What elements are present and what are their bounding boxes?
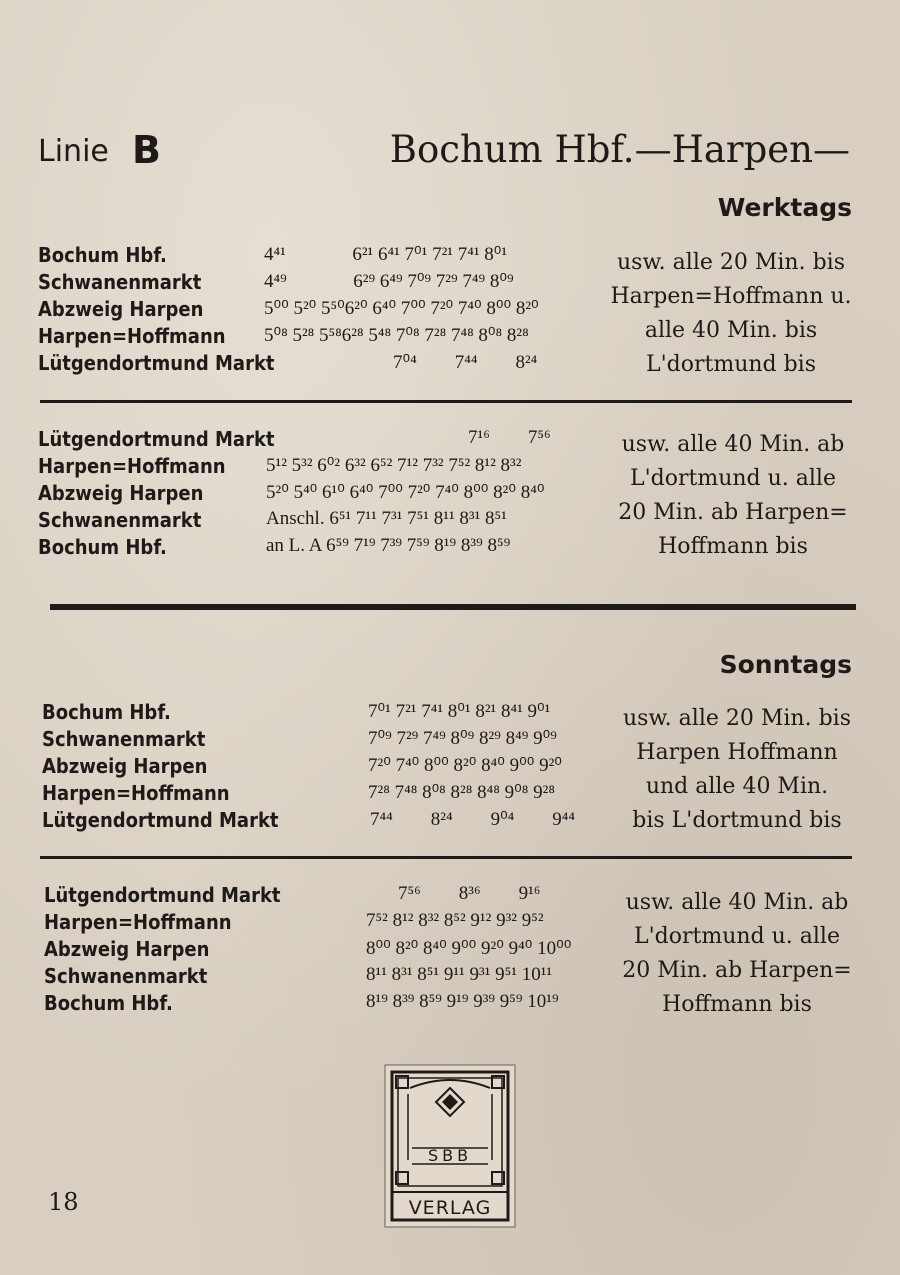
sbb-verlag-logo [384,1064,516,1228]
departure-times: 8¹⁹ 8³⁹ 8⁵⁹ 9¹⁹ 9³⁹ 9⁵⁹ 10¹⁹ [366,991,559,1012]
note-line: 20 Min. ab Harpen= [622,958,852,983]
departure-times: 7⁴⁴ 8²⁴ 9⁰⁴ 9⁴⁴ [370,809,576,830]
stop-name: Schwanenmarkt [38,508,202,532]
route-title: Bochum Hbf.—Harpen— [389,128,850,171]
departure-times: 8⁰⁰ 8²⁰ 8⁴⁰ 9⁰⁰ 9²⁰ 9⁴⁰ 10⁰⁰ [366,938,572,959]
stop-name: Schwanenmarkt [38,270,202,294]
stop-name: Abzweig Harpen [38,481,204,505]
note-line: L'dortmund u. alle [630,466,836,491]
stop-name: Lütgendortmund Markt [42,808,279,832]
note-line: und alle 40 Min. [645,774,829,799]
divider [40,856,852,859]
note-line: usw. alle 40 Min. ab [625,890,849,915]
departure-times: 7²⁰ 7⁴⁰ 8⁰⁰ 8²⁰ 8⁴⁰ 9⁰⁰ 9²⁰ [368,755,562,776]
line-label: Linie [38,134,109,169]
weekday-label: Werktags [717,193,852,222]
note-line: bis L'dortmund bis [632,808,842,833]
stop-name: Bochum Hbf. [38,535,167,559]
weekday-return-note [602,428,864,564]
stop-name: Harpen=Hoffmann [44,910,232,934]
stop-name: Harpen=Hoffmann [38,454,226,478]
sunday-label: Sonntags [719,650,852,679]
weekday-outbound-note [600,246,862,382]
note-line: L'dortmund u. alle [634,924,840,949]
departure-times: 8¹¹ 8³¹ 8⁵¹ 9¹¹ 9³¹ 9⁵¹ 10¹¹ [366,964,553,985]
note-line: usw. alle 40 Min. ab [621,432,845,457]
divider [40,400,852,403]
logo-top-text: SBB [427,1146,473,1165]
logo-bottom-text: VERLAG [408,1197,492,1219]
departure-times: 4⁴⁹ 6²⁹ 6⁴⁹ 7⁰⁹ 7²⁹ 7⁴⁹ 8⁰⁹ [264,271,514,292]
stop-name: Lütgendortmund Markt [38,351,275,375]
stop-name: Lütgendortmund Markt [44,883,281,907]
stop-name: Lütgendortmund Markt [38,427,275,451]
departure-times: 4⁴¹ 6²¹ 6⁴¹ 7⁰¹ 7²¹ 7⁴¹ 8⁰¹ [264,244,508,265]
departure-times: 5¹² 5³² 6⁰² 6³² 6⁵² 7¹² 7³² 7⁵² 8¹² 8³² [266,455,522,476]
stop-name: Harpen=Hoffmann [42,781,230,805]
departure-times: 7¹⁶ 7⁵⁶ [468,427,551,448]
note-line: Hoffmann bis [662,992,812,1017]
departure-times: 5⁰⁸ 5²⁸ 5⁵⁸6²⁸ 5⁴⁸ 7⁰⁸ 7²⁸ 7⁴⁸ 8⁰⁸ 8²⁸ [264,325,529,346]
departure-times: 5⁰⁰ 5²⁰ 5⁵⁰6²⁰ 6⁴⁰ 7⁰⁰ 7²⁰ 7⁴⁰ 8⁰⁰ 8²⁰ [264,298,539,319]
note-line: alle 40 Min. bis [644,318,818,343]
stop-name: Abzweig Harpen [38,297,204,321]
departure-times: 7⁵⁶ 8³⁶ 9¹⁶ [398,883,541,904]
note-line: usw. alle 20 Min. bis [617,250,845,275]
note-line: Hoffmann bis [658,534,808,559]
departure-times: 7⁰⁹ 7²⁹ 7⁴⁹ 8⁰⁹ 8²⁹ 8⁴⁹ 9⁰⁹ [368,728,557,749]
stop-name: Abzweig Harpen [44,937,210,961]
note-line: Harpen=Hoffmann u. [610,284,852,309]
note-line: Harpen Hoffmann [636,740,838,765]
stop-name: Bochum Hbf. [38,243,167,267]
departure-times: 7⁵² 8¹² 8³² 8⁵² 9¹² 9³² 9⁵² [366,910,544,931]
publisher-logo [384,1064,516,1228]
stop-name: Schwanenmarkt [42,727,206,751]
stop-name: Bochum Hbf. [42,700,171,724]
note-line: usw. alle 20 Min. bis [623,706,851,731]
stop-name: Harpen=Hoffmann [38,324,226,348]
departure-times: 5²⁰ 5⁴⁰ 6¹⁰ 6⁴⁰ 7⁰⁰ 7²⁰ 7⁴⁰ 8⁰⁰ 8²⁰ 8⁴⁰ [266,482,545,503]
stop-name: Abzweig Harpen [42,754,208,778]
departure-times: an L. A 6⁵⁹ 7¹⁹ 7³⁹ 7⁵⁹ 8¹⁹ 8³⁹ 8⁵⁹ [266,535,511,556]
departure-times: Anschl. 6⁵¹ 7¹¹ 7³¹ 7⁵¹ 8¹¹ 8³¹ 8⁵¹ [266,508,507,529]
stop-name: Bochum Hbf. [44,991,173,1015]
note-line: L'dortmund bis [645,352,817,377]
section-divider [50,604,856,610]
departure-times: 7⁰¹ 7²¹ 7⁴¹ 8⁰¹ 8²¹ 8⁴¹ 9⁰¹ [368,701,551,722]
stop-name: Schwanenmarkt [44,964,208,988]
page-number: 18 [48,1188,79,1216]
sunday-return-note [606,886,868,1022]
departure-times: 7⁰⁴ 7⁴⁴ 8²⁴ [393,352,538,373]
line-letter: B [132,128,161,172]
sunday-outbound-note [606,702,868,838]
note-line: 20 Min. ab Harpen= [618,500,848,525]
departure-times: 7²⁸ 7⁴⁸ 8⁰⁸ 8²⁸ 8⁴⁸ 9⁰⁸ 9²⁸ [368,782,555,803]
